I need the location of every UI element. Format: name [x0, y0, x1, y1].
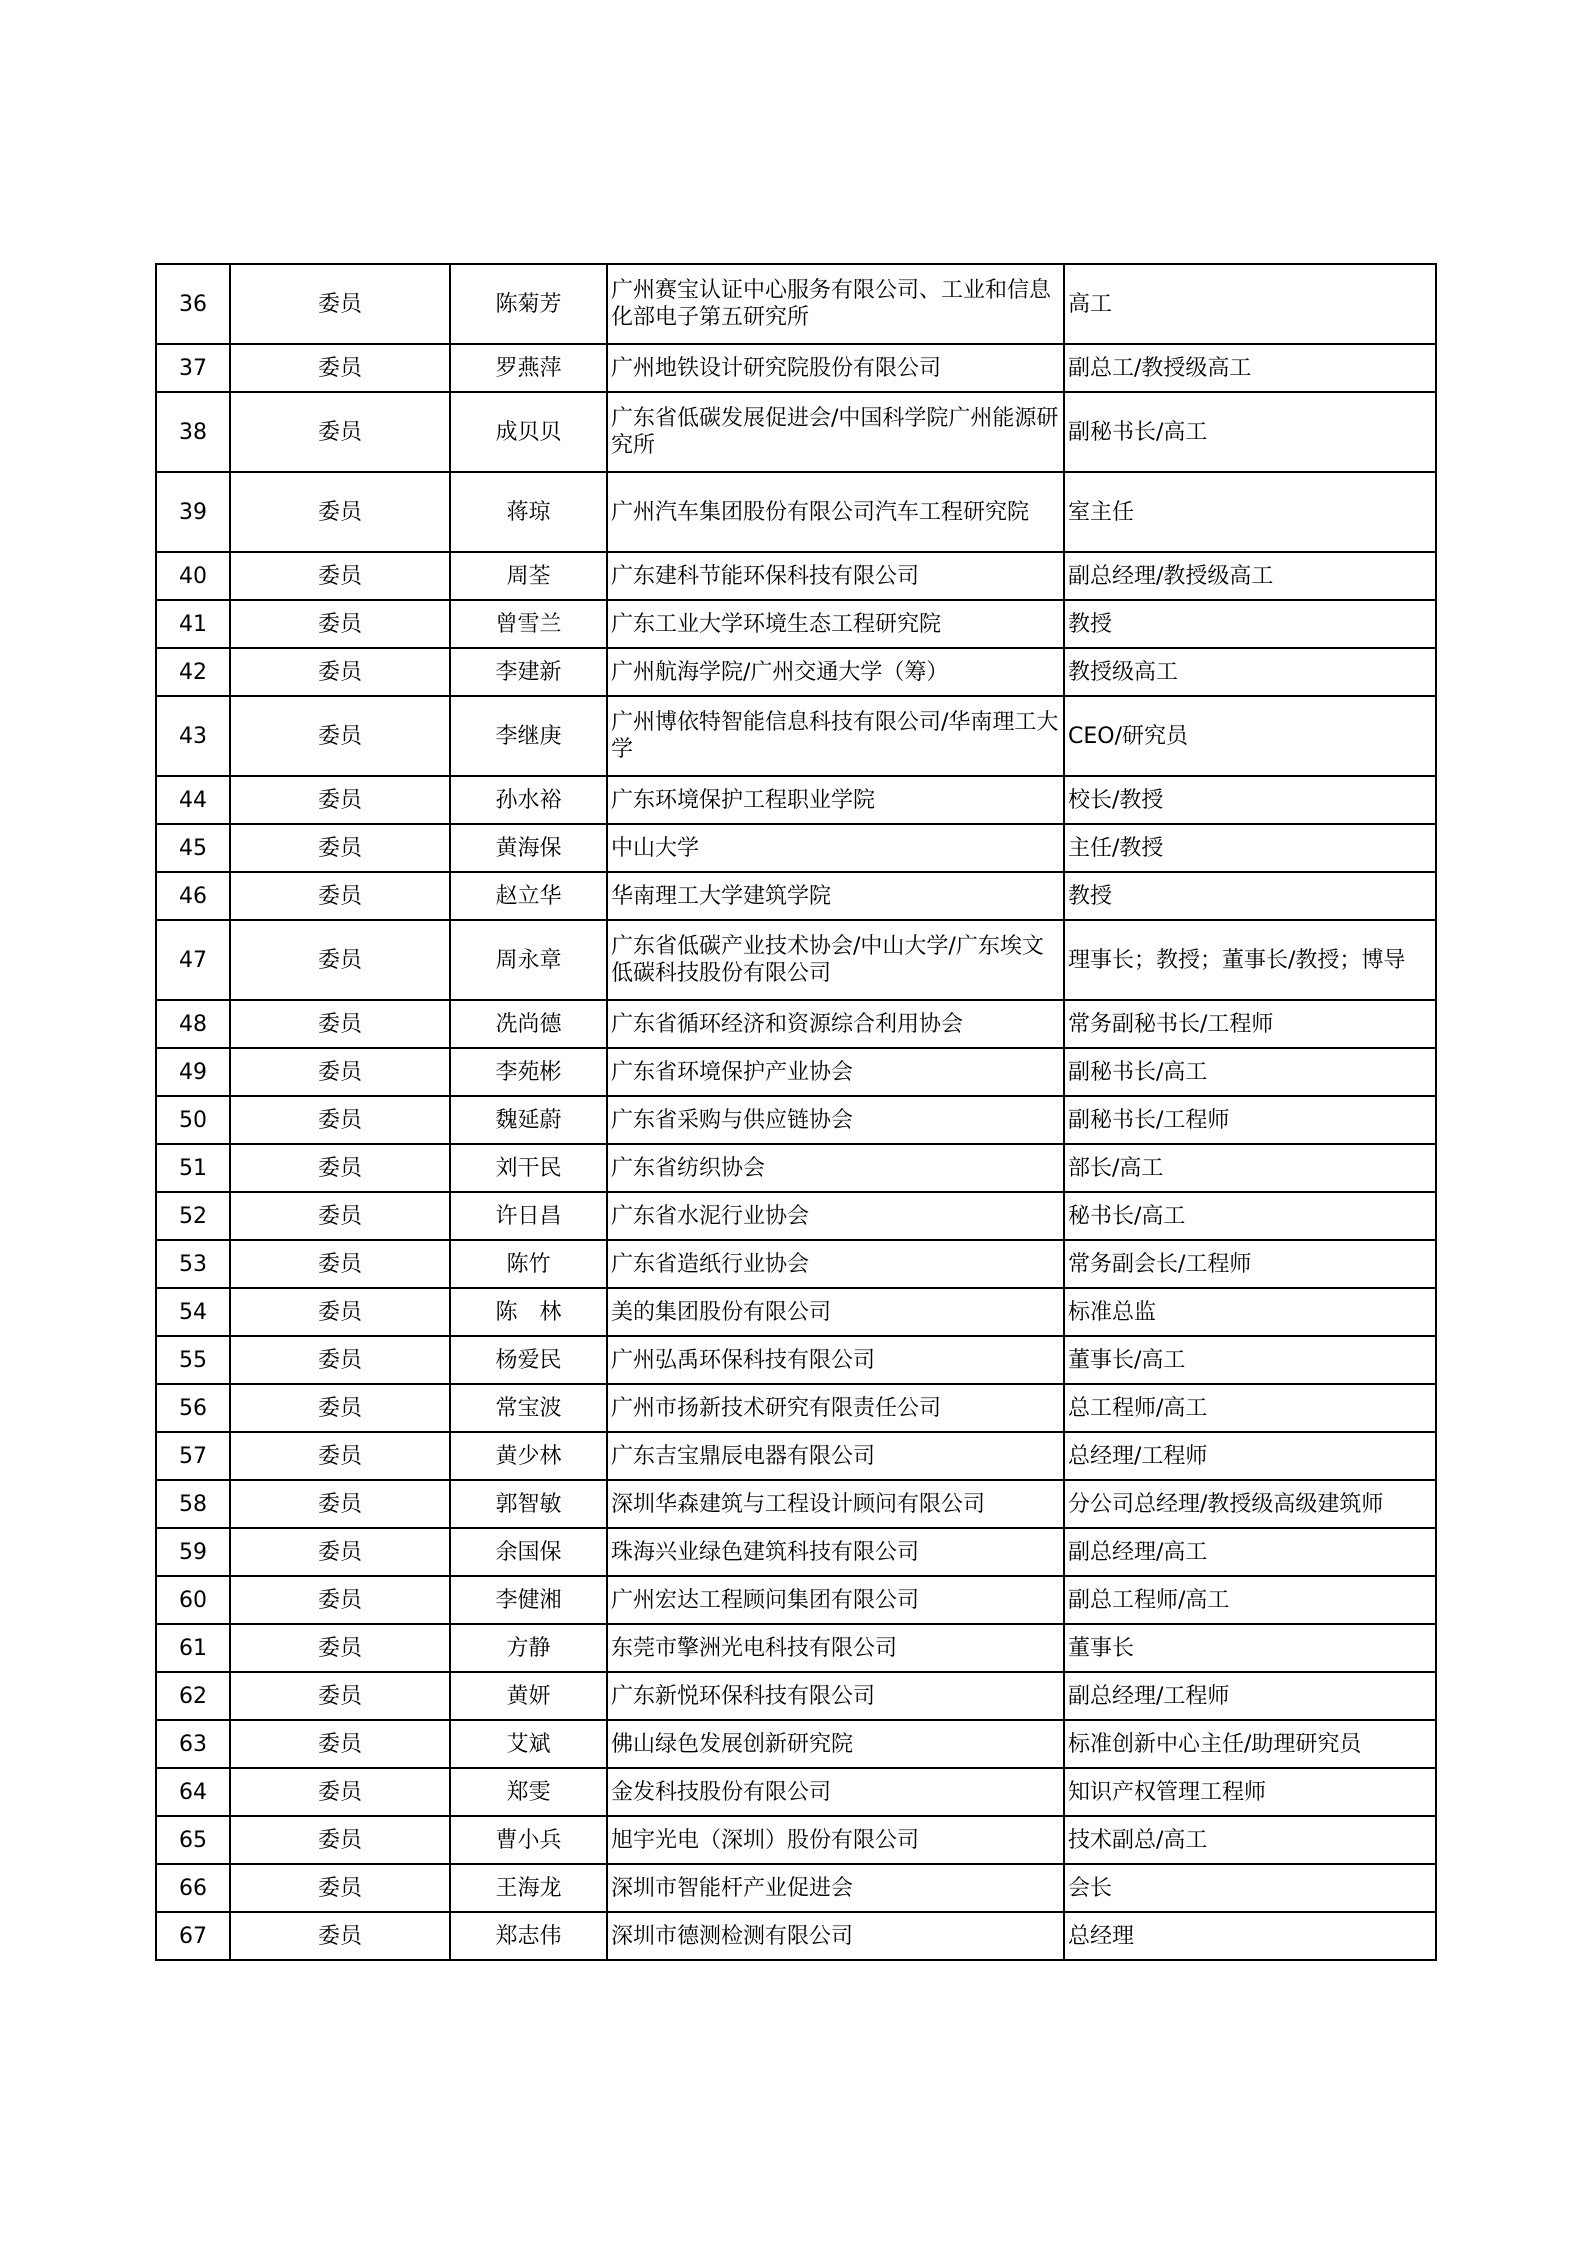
member-name-cell: 冼尚德 — [450, 1000, 607, 1048]
table-row — [156, 1528, 1436, 1576]
member-title-cell: 教授 — [1064, 600, 1436, 648]
member-name-cell: 陈菊芳 — [450, 264, 607, 344]
member-number-cell: 40 — [156, 552, 230, 600]
member-title-cell: 常务副会长/工程师 — [1064, 1240, 1436, 1288]
member-number-cell: 66 — [156, 1864, 230, 1912]
member-organization-cell: 旭宇光电（深圳）股份有限公司 — [607, 1816, 1064, 1864]
member-title-cell: 副总经理/工程师 — [1064, 1672, 1436, 1720]
member-name-cell: 李苑彬 — [450, 1048, 607, 1096]
member-name-cell: 魏延蔚 — [450, 1096, 607, 1144]
member-role-cell: 委员 — [230, 1432, 450, 1480]
member-title-cell: 理事长；教授；董事长/教授；博导 — [1064, 920, 1436, 1000]
member-name-cell: 曾雪兰 — [450, 600, 607, 648]
member-name-cell: 成贝贝 — [450, 392, 607, 472]
member-role-cell: 委员 — [230, 1720, 450, 1768]
member-role-cell: 委员 — [230, 776, 450, 824]
member-number-cell: 51 — [156, 1144, 230, 1192]
table-row — [156, 824, 1436, 872]
member-organization-cell: 佛山绿色发展创新研究院 — [607, 1720, 1064, 1768]
member-number-cell: 54 — [156, 1288, 230, 1336]
table-row — [156, 1096, 1436, 1144]
member-title-cell: 副秘书长/工程师 — [1064, 1096, 1436, 1144]
member-title-cell: 知识产权管理工程师 — [1064, 1768, 1436, 1816]
member-name-cell: 方静 — [450, 1624, 607, 1672]
member-name-cell: 余国保 — [450, 1528, 607, 1576]
committee-table — [155, 263, 1437, 1961]
table-row — [156, 1384, 1436, 1432]
member-name-cell: 王海龙 — [450, 1864, 607, 1912]
member-title-cell: 副总经理/教授级高工 — [1064, 552, 1436, 600]
member-organization-cell: 珠海兴业绿色建筑科技有限公司 — [607, 1528, 1064, 1576]
table-row — [156, 472, 1436, 552]
table-row — [156, 600, 1436, 648]
member-role-cell: 委员 — [230, 648, 450, 696]
member-role-cell: 委员 — [230, 392, 450, 472]
member-name-cell: 曹小兵 — [450, 1816, 607, 1864]
member-name-cell: 李健湘 — [450, 1576, 607, 1624]
member-title-cell: 主任/教授 — [1064, 824, 1436, 872]
table-row — [156, 1288, 1436, 1336]
member-name-cell: 周永章 — [450, 920, 607, 1000]
member-organization-cell: 广东吉宝鼎辰电器有限公司 — [607, 1432, 1064, 1480]
member-name-cell: 李建新 — [450, 648, 607, 696]
member-organization-cell: 广州地铁设计研究院股份有限公司 — [607, 344, 1064, 392]
member-organization-cell: 广东新悦环保科技有限公司 — [607, 1672, 1064, 1720]
member-number-cell: 63 — [156, 1720, 230, 1768]
member-organization-cell: 广州博依特智能信息科技有限公司/华南理工大学 — [607, 696, 1064, 776]
member-name-cell: 杨爱民 — [450, 1336, 607, 1384]
member-organization-cell: 华南理工大学建筑学院 — [607, 872, 1064, 920]
table-row — [156, 552, 1436, 600]
member-role-cell: 委员 — [230, 600, 450, 648]
member-role-cell: 委员 — [230, 696, 450, 776]
member-title-cell: 副总工程师/高工 — [1064, 1576, 1436, 1624]
member-number-cell: 55 — [156, 1336, 230, 1384]
member-number-cell: 53 — [156, 1240, 230, 1288]
table-row — [156, 1240, 1436, 1288]
member-organization-cell: 广东建科节能环保科技有限公司 — [607, 552, 1064, 600]
member-name-cell: 孙水裕 — [450, 776, 607, 824]
member-name-cell: 常宝波 — [450, 1384, 607, 1432]
member-organization-cell: 广州宏达工程顾问集团有限公司 — [607, 1576, 1064, 1624]
member-title-cell: 部长/高工 — [1064, 1144, 1436, 1192]
member-role-cell: 委员 — [230, 1288, 450, 1336]
member-name-cell: 刘干民 — [450, 1144, 607, 1192]
member-number-cell: 50 — [156, 1096, 230, 1144]
member-number-cell: 37 — [156, 344, 230, 392]
member-role-cell: 委员 — [230, 1096, 450, 1144]
member-title-cell: 分公司总经理/教授级高级建筑师 — [1064, 1480, 1436, 1528]
table-row — [156, 1192, 1436, 1240]
member-role-cell: 委员 — [230, 1624, 450, 1672]
table-row — [156, 1000, 1436, 1048]
table-row — [156, 648, 1436, 696]
table-row — [156, 1624, 1436, 1672]
member-role-cell: 委员 — [230, 824, 450, 872]
table-row — [156, 1912, 1436, 1960]
member-organization-cell: 深圳市德测检测有限公司 — [607, 1912, 1064, 1960]
member-title-cell: 室主任 — [1064, 472, 1436, 552]
member-title-cell: 副总经理/高工 — [1064, 1528, 1436, 1576]
member-organization-cell: 广东省低碳产业技术协会/中山大学/广东埃文低碳科技股份有限公司 — [607, 920, 1064, 1000]
member-name-cell: 艾斌 — [450, 1720, 607, 1768]
member-organization-cell: 金发科技股份有限公司 — [607, 1768, 1064, 1816]
table-row — [156, 344, 1436, 392]
member-number-cell: 67 — [156, 1912, 230, 1960]
member-title-cell: 总工程师/高工 — [1064, 1384, 1436, 1432]
member-organization-cell: 广东省环境保护产业协会 — [607, 1048, 1064, 1096]
member-number-cell: 43 — [156, 696, 230, 776]
member-number-cell: 52 — [156, 1192, 230, 1240]
member-organization-cell: 美的集团股份有限公司 — [607, 1288, 1064, 1336]
member-organization-cell: 广东省采购与供应链协会 — [607, 1096, 1064, 1144]
member-number-cell: 42 — [156, 648, 230, 696]
member-organization-cell: 广东省循环经济和资源综合利用协会 — [607, 1000, 1064, 1048]
member-organization-cell: 广州汽车集团股份有限公司汽车工程研究院 — [607, 472, 1064, 552]
member-name-cell: 周荃 — [450, 552, 607, 600]
member-role-cell: 委员 — [230, 1384, 450, 1432]
member-title-cell: 常务副秘书长/工程师 — [1064, 1000, 1436, 1048]
table-row — [156, 1480, 1436, 1528]
member-number-cell: 45 — [156, 824, 230, 872]
table-row — [156, 920, 1436, 1000]
member-number-cell: 65 — [156, 1816, 230, 1864]
member-name-cell: 郭智敏 — [450, 1480, 607, 1528]
member-role-cell: 委员 — [230, 1912, 450, 1960]
member-title-cell: 副秘书长/高工 — [1064, 392, 1436, 472]
member-number-cell: 46 — [156, 872, 230, 920]
member-role-cell: 委员 — [230, 1672, 450, 1720]
member-name-cell: 黄妍 — [450, 1672, 607, 1720]
member-number-cell: 56 — [156, 1384, 230, 1432]
member-role-cell: 委员 — [230, 1000, 450, 1048]
member-organization-cell: 广东省纺织协会 — [607, 1144, 1064, 1192]
member-number-cell: 62 — [156, 1672, 230, 1720]
member-organization-cell: 深圳华森建筑与工程设计顾问有限公司 — [607, 1480, 1064, 1528]
table-row — [156, 1864, 1436, 1912]
table-row — [156, 776, 1436, 824]
member-number-cell: 38 — [156, 392, 230, 472]
member-role-cell: 委员 — [230, 872, 450, 920]
member-title-cell: 标准创新中心主任/助理研究员 — [1064, 1720, 1436, 1768]
member-name-cell: 蒋琼 — [450, 472, 607, 552]
table-row — [156, 696, 1436, 776]
member-role-cell: 委员 — [230, 1576, 450, 1624]
member-name-cell: 许日昌 — [450, 1192, 607, 1240]
member-title-cell: CEO/研究员 — [1064, 696, 1436, 776]
member-organization-cell: 广东省低碳发展促进会/中国科学院广州能源研究所 — [607, 392, 1064, 472]
member-role-cell: 委员 — [230, 1528, 450, 1576]
table-row — [156, 872, 1436, 920]
table-row — [156, 1720, 1436, 1768]
member-title-cell: 教授级高工 — [1064, 648, 1436, 696]
member-number-cell: 39 — [156, 472, 230, 552]
member-title-cell: 标准总监 — [1064, 1288, 1436, 1336]
member-name-cell: 黄海保 — [450, 824, 607, 872]
table-row — [156, 1048, 1436, 1096]
member-name-cell: 郑志伟 — [450, 1912, 607, 1960]
member-role-cell: 委员 — [230, 1816, 450, 1864]
member-role-cell: 委员 — [230, 1480, 450, 1528]
table-row — [156, 1672, 1436, 1720]
member-number-cell: 44 — [156, 776, 230, 824]
member-name-cell: 陈竹 — [450, 1240, 607, 1288]
table-row — [156, 264, 1436, 344]
member-role-cell: 委员 — [230, 472, 450, 552]
member-name-cell: 郑雯 — [450, 1768, 607, 1816]
member-title-cell: 董事长/高工 — [1064, 1336, 1436, 1384]
member-organization-cell: 广州市扬新技术研究有限责任公司 — [607, 1384, 1064, 1432]
member-number-cell: 47 — [156, 920, 230, 1000]
member-role-cell: 委员 — [230, 1048, 450, 1096]
member-number-cell: 61 — [156, 1624, 230, 1672]
member-role-cell: 委员 — [230, 552, 450, 600]
member-role-cell: 委员 — [230, 344, 450, 392]
member-organization-cell: 广东工业大学环境生态工程研究院 — [607, 600, 1064, 648]
member-title-cell: 董事长 — [1064, 1624, 1436, 1672]
member-title-cell: 教授 — [1064, 872, 1436, 920]
table-row — [156, 1432, 1436, 1480]
member-organization-cell: 东莞市擎洲光电科技有限公司 — [607, 1624, 1064, 1672]
committee-table-body — [156, 264, 1436, 1960]
member-organization-cell: 广东省水泥行业协会 — [607, 1192, 1064, 1240]
member-title-cell: 副秘书长/高工 — [1064, 1048, 1436, 1096]
member-number-cell: 59 — [156, 1528, 230, 1576]
member-number-cell: 57 — [156, 1432, 230, 1480]
member-name-cell: 赵立华 — [450, 872, 607, 920]
member-title-cell: 副总工/教授级高工 — [1064, 344, 1436, 392]
member-role-cell: 委员 — [230, 1864, 450, 1912]
member-role-cell: 委员 — [230, 1768, 450, 1816]
member-title-cell: 高工 — [1064, 264, 1436, 344]
member-title-cell: 秘书长/高工 — [1064, 1192, 1436, 1240]
table-row — [156, 1336, 1436, 1384]
table-row — [156, 1144, 1436, 1192]
member-name-cell: 罗燕萍 — [450, 344, 607, 392]
member-title-cell: 总经理 — [1064, 1912, 1436, 1960]
member-name-cell: 黄少林 — [450, 1432, 607, 1480]
member-number-cell: 41 — [156, 600, 230, 648]
member-number-cell: 49 — [156, 1048, 230, 1096]
member-number-cell: 48 — [156, 1000, 230, 1048]
member-role-cell: 委员 — [230, 1192, 450, 1240]
member-number-cell: 60 — [156, 1576, 230, 1624]
member-organization-cell: 广东省造纸行业协会 — [607, 1240, 1064, 1288]
member-role-cell: 委员 — [230, 920, 450, 1000]
member-name-cell: 李继庚 — [450, 696, 607, 776]
member-organization-cell: 中山大学 — [607, 824, 1064, 872]
member-number-cell: 36 — [156, 264, 230, 344]
table-row — [156, 392, 1436, 472]
member-organization-cell: 广州弘禹环保科技有限公司 — [607, 1336, 1064, 1384]
member-title-cell: 技术副总/高工 — [1064, 1816, 1436, 1864]
table-row — [156, 1576, 1436, 1624]
member-role-cell: 委员 — [230, 1144, 450, 1192]
member-organization-cell: 广州航海学院/广州交通大学（筹） — [607, 648, 1064, 696]
member-role-cell: 委员 — [230, 264, 450, 344]
member-number-cell: 58 — [156, 1480, 230, 1528]
member-role-cell: 委员 — [230, 1240, 450, 1288]
member-title-cell: 总经理/工程师 — [1064, 1432, 1436, 1480]
member-title-cell: 校长/教授 — [1064, 776, 1436, 824]
member-organization-cell: 广州赛宝认证中心服务有限公司、工业和信息化部电子第五研究所 — [607, 264, 1064, 344]
member-organization-cell: 深圳市智能杆产业促进会 — [607, 1864, 1064, 1912]
table-row — [156, 1768, 1436, 1816]
table-row — [156, 1816, 1436, 1864]
member-title-cell: 会长 — [1064, 1864, 1436, 1912]
member-organization-cell: 广东环境保护工程职业学院 — [607, 776, 1064, 824]
member-name-cell: 陈 林 — [450, 1288, 607, 1336]
member-role-cell: 委员 — [230, 1336, 450, 1384]
member-number-cell: 64 — [156, 1768, 230, 1816]
